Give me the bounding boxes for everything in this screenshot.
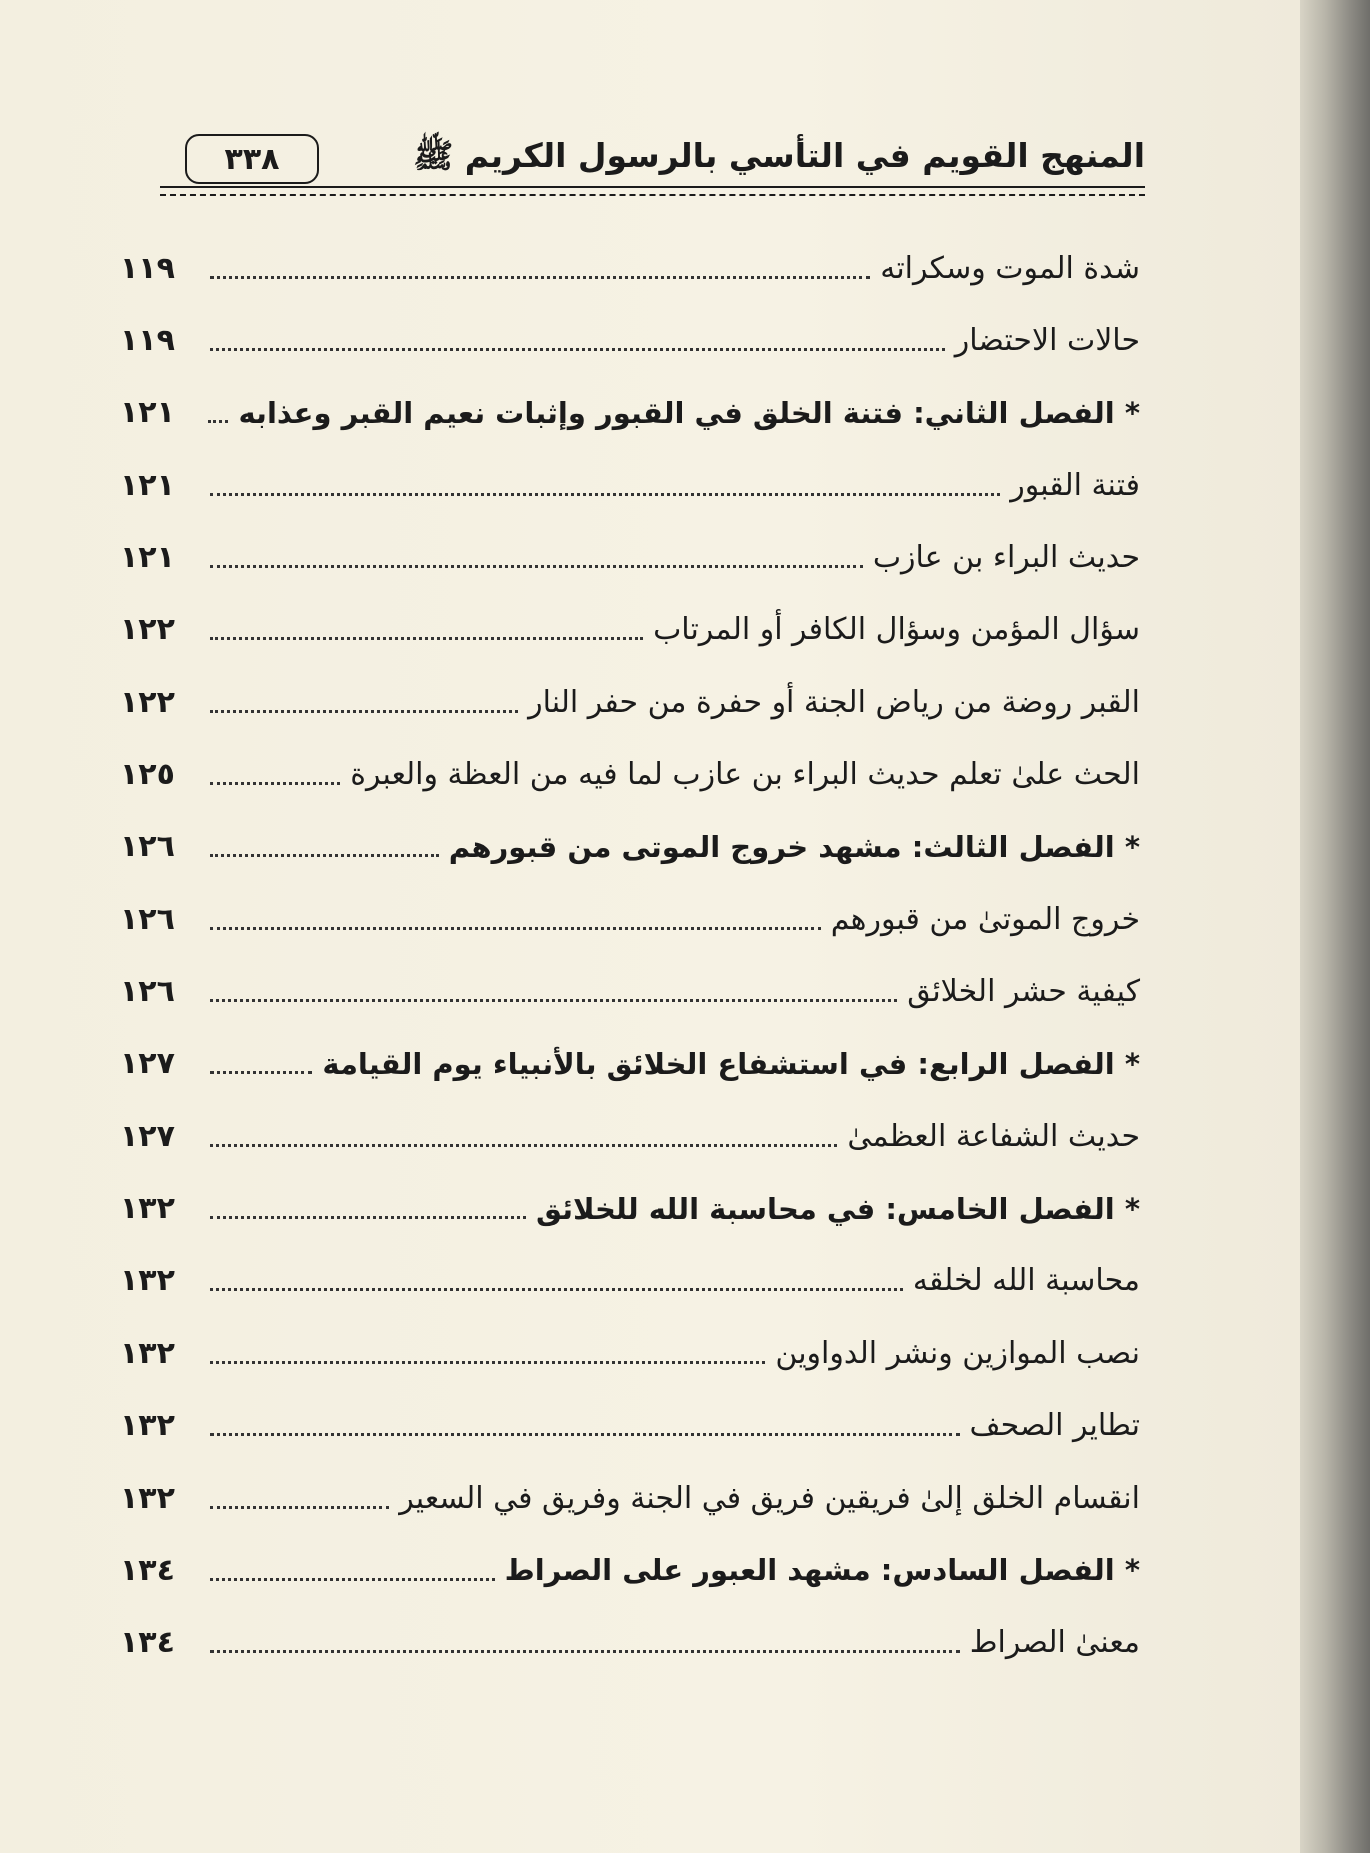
toc-entry-title: فتنة القبور: [1010, 467, 1140, 503]
toc-entry-page: ١٢١: [120, 467, 175, 503]
toc-entry-page: ١١٩: [120, 250, 175, 286]
header-rule-dashed: [160, 194, 1145, 196]
toc-entry-page: ١٢٥: [120, 757, 175, 793]
dot-leader: [210, 1361, 765, 1364]
toc-entry-page: ١٣٤: [120, 1552, 175, 1588]
toc-entry-page: ١٣٢: [120, 1263, 175, 1299]
dot-leader: [210, 348, 945, 351]
toc-entry-page: ١٢٦: [120, 974, 175, 1010]
dot-leader: [210, 1288, 903, 1291]
header-rule-solid: [160, 186, 1145, 188]
dot-leader: [210, 710, 518, 713]
toc-entry-page: ١٢٢: [120, 684, 175, 720]
toc-entry: [120, 1607, 1140, 1679]
toc-entry-page: ١٣٢: [120, 1335, 175, 1371]
toc-entry: [120, 883, 1140, 955]
toc-entry-title: حالات الاحتضار: [954, 323, 1140, 359]
toc-entry-page: ١٣٢: [120, 1480, 175, 1516]
dot-leader: [210, 1650, 960, 1653]
toc-entry: [120, 955, 1140, 1027]
toc-entry-page: ١٢٦: [120, 829, 175, 865]
toc-entry: [120, 449, 1140, 521]
toc-entry: [120, 1245, 1140, 1317]
toc-chapter-entry: [120, 811, 1140, 883]
toc-entry-title: نصب الموازين ونشر الدواوين: [775, 1335, 1140, 1371]
toc-entry-title: * الفصل الثاني: فتنة الخلق في القبور وإثبات نعيم القبر وعذابه: [238, 395, 1140, 430]
dot-leader: [210, 1071, 312, 1074]
toc-entry-page: ١٢١: [120, 540, 175, 576]
toc-entry-title: خروج الموتىٰ من قبورهم: [830, 901, 1140, 937]
toc-entry-title: كيفية حشر الخلائق: [907, 974, 1140, 1010]
header-rule: [160, 186, 1145, 200]
dot-leader: [210, 565, 863, 568]
toc-chapter-entry: [120, 1028, 1140, 1100]
toc-entry-title: * الفصل السادس: مشهد العبور على الصراط: [504, 1553, 1140, 1588]
toc-entry: [120, 521, 1140, 593]
dot-leader: [210, 782, 340, 785]
dot-leader: [210, 1144, 837, 1147]
toc-entry-page: ١٢٧: [120, 1118, 175, 1154]
toc-entry: [120, 1100, 1140, 1172]
toc-entry-title: القبر روضة من رياض الجنة أو حفرة من حفر النار: [528, 684, 1140, 720]
dot-leader: [210, 1506, 389, 1509]
toc-entry: [120, 232, 1140, 304]
page-gutter-shadow: [1300, 0, 1370, 1853]
toc-entry: [120, 1462, 1140, 1534]
dot-leader: [210, 1578, 495, 1581]
toc-entry: [120, 304, 1140, 376]
toc-entry-title: معنىٰ الصراط: [969, 1625, 1140, 1661]
toc-entry-title: * الفصل الخامس: في محاسبة الله للخلائق: [535, 1191, 1140, 1226]
dot-leader: [210, 1433, 960, 1436]
table-of-contents: [120, 232, 1140, 1679]
toc-entry: [120, 594, 1140, 666]
toc-chapter-entry: [120, 1172, 1140, 1244]
toc-entry-title: * الفصل الرابع: في استشفاع الخلائق بالأنبياء يوم القيامة: [322, 1046, 1140, 1081]
toc-entry-title: حديث البراء بن عازب: [872, 540, 1140, 576]
toc-chapter-entry: [120, 1534, 1140, 1606]
dot-leader: [210, 493, 1000, 496]
toc-entry-page: ١٢١: [120, 395, 175, 431]
dot-leader: [210, 999, 897, 1002]
toc-entry-page: ١٢٢: [120, 612, 175, 648]
toc-entry-title: الحث علىٰ تعلم حديث البراء بن عازب لما فيه من العظة والعبرة: [350, 757, 1140, 793]
toc-entry-page: ١٣٢: [120, 1408, 175, 1444]
dot-leader: [210, 1216, 526, 1219]
toc-entry-title: شدة الموت وسكراته: [880, 250, 1140, 286]
toc-entry-page: ١٣٢: [120, 1191, 175, 1227]
dot-leader: [210, 854, 439, 857]
toc-entry: [120, 1317, 1140, 1389]
toc-entry: [120, 738, 1140, 810]
toc-entry-page: ١٢٧: [120, 1046, 175, 1082]
dot-leader: [208, 420, 228, 423]
page-header: [185, 128, 1145, 188]
toc-entry-title: * الفصل الثالث: مشهد خروج الموتى من قبورهم: [448, 829, 1140, 864]
toc-entry: [120, 666, 1140, 738]
toc-chapter-entry: [120, 377, 1140, 449]
dot-leader: [210, 927, 821, 930]
dot-leader: [210, 276, 870, 279]
toc-entry-page: ١٢٦: [120, 901, 175, 937]
running-title: المنهج القويم في التأسي بالرسول الكريم ﷺ: [413, 136, 1145, 175]
dot-leader: [210, 637, 643, 640]
toc-entry-title: تطاير الصحف: [969, 1408, 1140, 1444]
toc-entry-page: ١١٩: [120, 323, 175, 359]
toc-entry-page: ١٣٤: [120, 1625, 175, 1661]
toc-entry-title: سؤال المؤمن وسؤال الكافر أو المرتاب: [653, 612, 1140, 648]
toc-entry: [120, 1390, 1140, 1462]
toc-entry-title: انقسام الخلق إلىٰ فريقين فريق في الجنة وفريق في السعير: [399, 1480, 1140, 1516]
toc-entry-title: محاسبة الله لخلقه: [912, 1263, 1140, 1299]
page-number: ٣٣٨: [185, 134, 319, 184]
toc-entry-title: حديث الشفاعة العظمىٰ: [847, 1118, 1140, 1154]
